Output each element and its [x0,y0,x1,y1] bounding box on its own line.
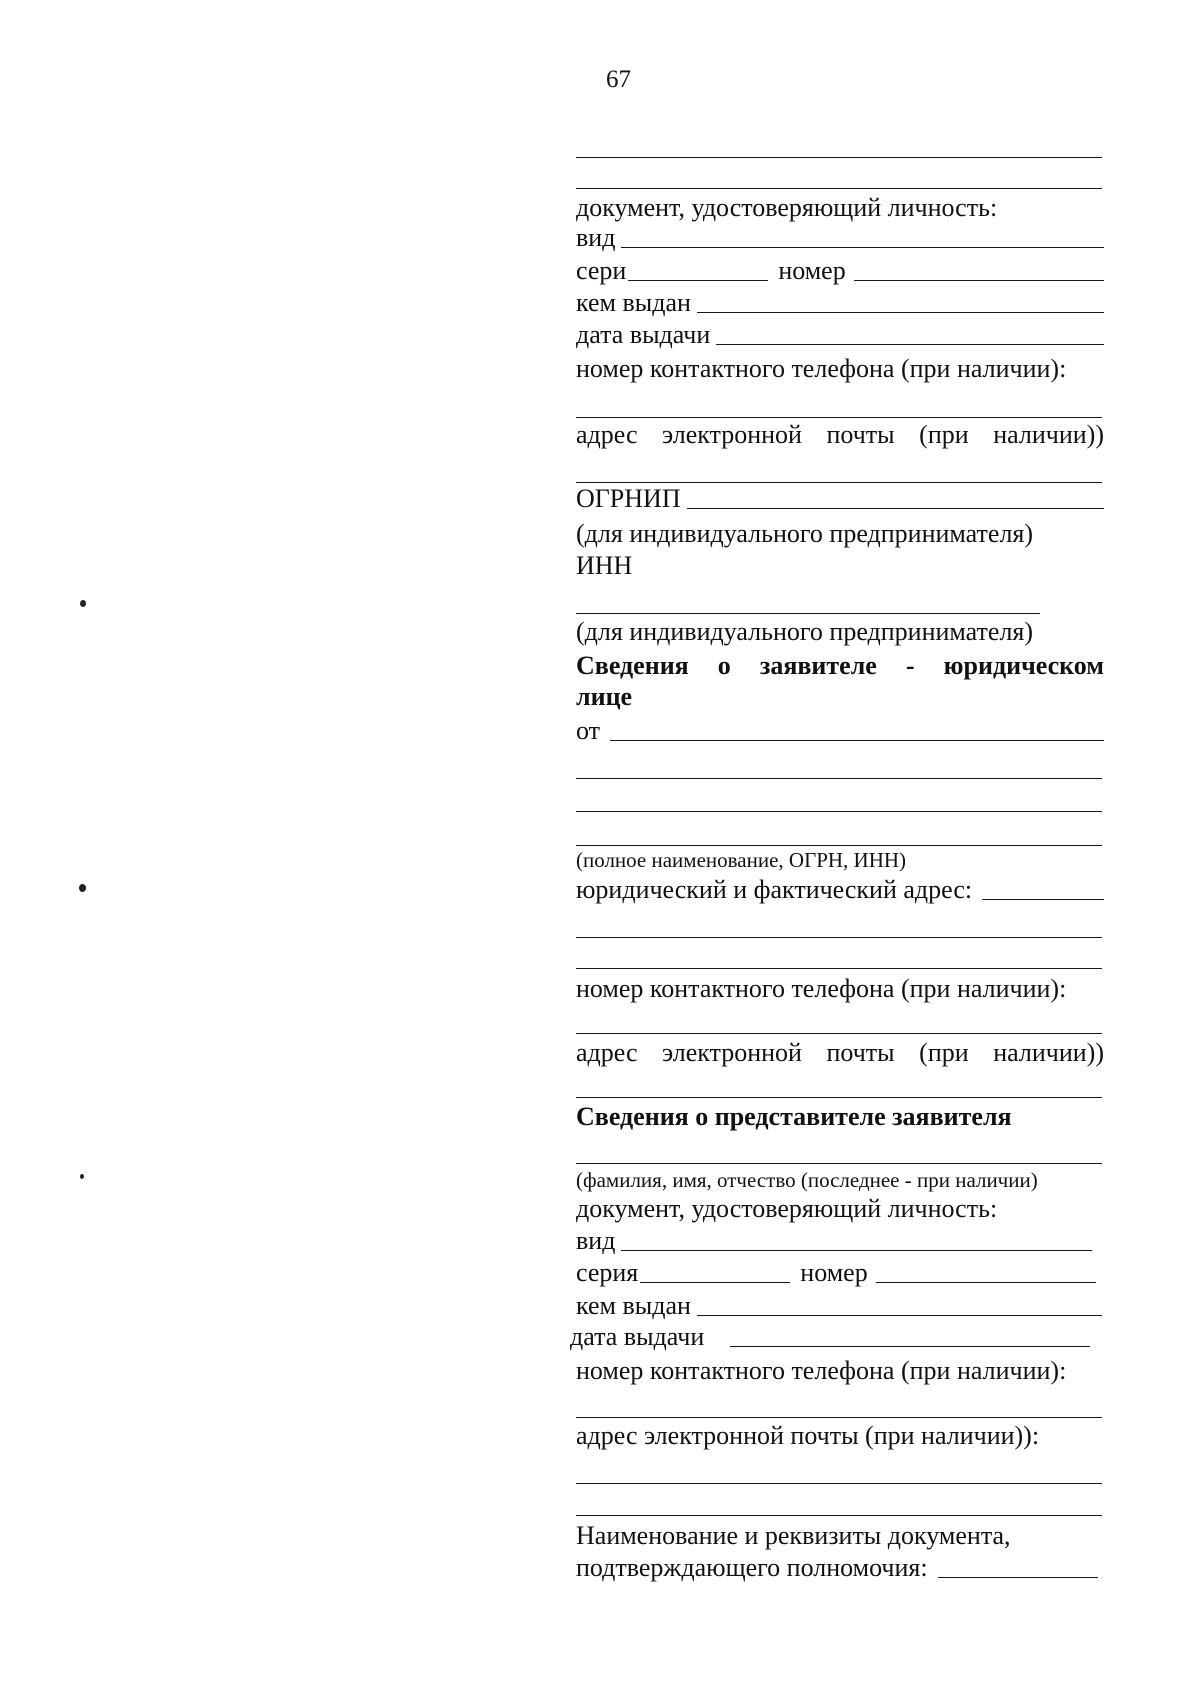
rep-series-blank[interactable] [640,1282,790,1283]
inn-note: (для индивидуального предпринимателя) [576,617,1034,646]
rep-issue-date-field[interactable] [570,1322,1090,1352]
from-field[interactable] [576,716,1104,746]
blank-line [576,188,1102,189]
kind-label: вид [576,223,616,252]
rep-kind-label: вид [576,1226,616,1255]
rep-issued-by-field[interactable] [576,1291,1102,1321]
address-field[interactable] [576,875,1104,905]
issued-by-blank[interactable] [697,312,1104,313]
blank-line[interactable] [576,811,1102,812]
series-blank[interactable] [628,280,768,281]
legal-email-blank[interactable] [576,1097,1102,1098]
authority-doc-label-line2: подтверждающего полномочия: [576,1553,928,1582]
representative-name-note: (фамилия, имя, отчество (последнее - при наличии) [576,1168,1038,1192]
phone-blank[interactable] [576,417,1102,418]
inn-blank[interactable] [576,613,1040,614]
rep-email-blank[interactable] [576,1483,1102,1484]
blank-line[interactable] [576,1515,1102,1516]
legal-name-note: (полное наименование, ОГРН, ИНН) [576,848,907,872]
kind-field[interactable] [576,223,1104,253]
rep-id-document-label: документ, удостоверяющий личность: [576,1194,998,1223]
ogrnip-field[interactable] [576,484,1104,514]
ogrnip-note: (для индивидуального предпринимателя) [576,519,1034,548]
from-blank[interactable] [610,740,1104,741]
representative-name-blank[interactable] [576,1163,1102,1164]
rep-number-label: номер [800,1258,868,1287]
legal-entity-heading: Сведения о заявителе - юридическом [576,651,1104,680]
page-number: 67 [606,66,631,93]
rep-issue-date-blank[interactable] [730,1346,1090,1347]
scan-speck [80,600,86,607]
rep-issue-date-label: дата выдачи [570,1322,705,1351]
phone-label: номер контактного телефона (при наличии): [576,354,1067,383]
from-label: от [576,716,601,745]
issue-date-blank[interactable] [716,344,1104,345]
rep-kind-blank[interactable] [621,1250,1092,1251]
email-label: адрес электронной почты (при наличии)) [576,420,1104,449]
scan-speck [79,884,86,892]
rep-phone-blank[interactable] [576,1417,1102,1418]
rep-series-number-field [576,1258,1096,1288]
authority-doc-label-line1: Наименование и реквизиты документа, [576,1521,1011,1550]
id-document-label: документ, удостоверяющий личность: [576,193,998,222]
address-blank[interactable] [982,899,1104,900]
issue-date-field[interactable] [576,320,1104,350]
series-number-field [576,256,1104,286]
rep-kind-field[interactable] [576,1226,1092,1256]
issue-date-label: дата выдачи [576,320,711,349]
rep-series-label: серия [576,1258,639,1287]
authority-doc-blank[interactable] [938,1577,1098,1578]
blank-line[interactable] [576,778,1102,779]
rep-issued-by-label: кем выдан [576,1291,691,1320]
legal-email-label: адрес электронной почты (при наличии)) [576,1038,1104,1067]
address-label: юридический и фактический адрес: [576,875,973,904]
ogrnip-label: ОГРНИП [576,484,681,513]
legal-phone-label: номер контактного телефона (при наличии): [576,974,1067,1003]
blank-line [576,157,1102,158]
number-label: номер [778,256,846,285]
kind-blank[interactable] [621,247,1104,248]
authority-doc-field[interactable] [576,1553,1098,1583]
scan-speck [80,1174,84,1179]
legal-phone-blank[interactable] [576,1033,1102,1034]
rep-email-label: адрес электронной почты (при наличии)): [576,1421,1040,1450]
rep-number-blank[interactable] [876,1282,1096,1283]
email-blank[interactable] [576,482,1102,483]
rep-phone-label: номер контактного телефона (при наличии): [576,1356,1067,1385]
blank-line[interactable] [576,937,1102,938]
issued-by-label: кем выдан [576,288,691,317]
ogrnip-blank[interactable] [687,508,1104,509]
series-label: сери [576,256,627,285]
legal-entity-heading-cont: лице [576,682,633,711]
inn-label: ИНН [576,551,633,580]
blank-line[interactable] [576,968,1102,969]
representative-heading: Сведения о представителе заявителя [576,1102,1012,1131]
number-blank[interactable] [854,280,1104,281]
rep-issued-by-blank[interactable] [697,1315,1102,1316]
issued-by-field[interactable] [576,288,1104,318]
